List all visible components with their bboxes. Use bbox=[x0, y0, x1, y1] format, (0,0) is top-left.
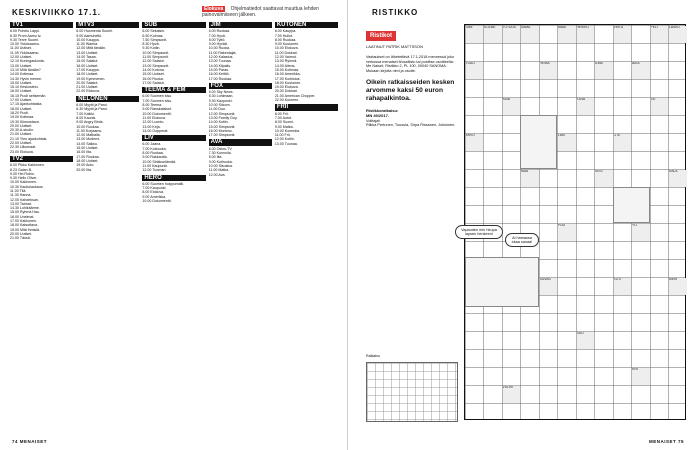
program-item: 17.00 Uutiset. bbox=[10, 98, 33, 103]
program-item: 20.00 Ilta. bbox=[76, 167, 92, 172]
program-item: 14.00 Kotiin. bbox=[208, 120, 229, 125]
program-item: 18.00 Uutiset. bbox=[76, 72, 99, 77]
program-item: 21.00 Uutiset. bbox=[76, 85, 99, 90]
program-item: 17.00 Salatut. bbox=[142, 80, 165, 85]
program-item: 14.00 Kotimaa. bbox=[10, 72, 35, 77]
program-item: 10.00 Dokumentti. bbox=[142, 198, 172, 203]
program-item: 9.30 Terve Suomi. bbox=[10, 37, 39, 42]
program-item: 14.00 Kilpailu. bbox=[208, 63, 232, 68]
speech-bubble-2: Ai hamassa ekaa sanaa! bbox=[505, 233, 539, 247]
program-item: 12.00 Kahdeksan. bbox=[10, 197, 39, 202]
clue-cell: SAMA bbox=[521, 26, 539, 43]
program-item: 18.00 Kuutonen. bbox=[274, 80, 302, 85]
clue-cell: ILMA bbox=[595, 62, 613, 79]
program-item: 9.00 Angry Birds. bbox=[76, 120, 104, 125]
program-item: 9.30 Hello Oliver. bbox=[10, 176, 38, 181]
program-item: 9.00 Ranskalaiset. bbox=[142, 107, 172, 112]
program-item: 14.00 Tasan. bbox=[76, 55, 97, 60]
channel-header: MTV3 bbox=[76, 22, 139, 28]
program-item: 8.00 Ilta. bbox=[208, 155, 223, 160]
program-item: 10.00 Kakkonen. bbox=[10, 180, 37, 185]
channel-header: SUB bbox=[142, 22, 205, 28]
program-item: 10.00 Ruokaa. bbox=[76, 124, 100, 129]
program-item: 16.00 Amerikka. bbox=[274, 72, 301, 77]
program-item: 13.00 Moderni. bbox=[76, 137, 101, 142]
program-item: 12.00 Mitä tänään. bbox=[76, 46, 106, 51]
channel-header: FRII bbox=[275, 104, 338, 110]
program-item: 9.00 Aamuhetki. bbox=[76, 33, 102, 38]
program-item: 6.00 Myytti ja Paroi. bbox=[76, 103, 108, 108]
clue-cell: HEINÄ bbox=[540, 62, 558, 79]
program-item: 17.00 Kakkonen. bbox=[10, 219, 37, 224]
clue-cell: VUORI bbox=[503, 386, 521, 403]
program-item: 23.00 Elokuva. bbox=[10, 149, 34, 154]
program-item: 12.00 Vaimot. bbox=[274, 55, 297, 60]
tv-listing-columns bbox=[10, 20, 338, 425]
program-item: 9.00 Matka. bbox=[274, 124, 294, 129]
program-item: 6.00 Puhelu Lappi. bbox=[10, 29, 40, 34]
solution-label: Ratkaisu bbox=[366, 354, 380, 358]
program-item: 16.15 Puoli seitsemän. bbox=[10, 93, 47, 98]
clue-cell: TUULI bbox=[466, 62, 484, 79]
crossword-photo-2 bbox=[520, 115, 557, 169]
program-item: 6.30 Myytti ja Paroi. bbox=[76, 107, 108, 112]
clue-cell: KIVI bbox=[632, 368, 650, 385]
program-item: 16.00 Mummo. bbox=[208, 128, 233, 133]
channel-header: NELONEN bbox=[76, 96, 139, 102]
program-item: 6.00 Pikku Kakkonen. bbox=[10, 163, 45, 168]
program-item: 22.00 Kutonen. bbox=[274, 98, 300, 103]
program-item: 11.00 Duo. bbox=[208, 107, 226, 112]
clue-cell: LASKU bbox=[669, 26, 687, 43]
program-item: 9.00 Hyvää. bbox=[208, 42, 228, 47]
clue-cell: KALA bbox=[669, 170, 687, 187]
channel-header: LIV bbox=[142, 135, 205, 141]
program-item: 8.30 Hyvä. bbox=[142, 42, 160, 47]
program-item: 10.00 Elokuva. bbox=[274, 46, 299, 51]
program-item: 8.00 Suomi. bbox=[274, 120, 294, 125]
program-item: 14.00 Kotona. bbox=[142, 67, 165, 72]
page-footer-right: MENAISET 75 bbox=[648, 439, 684, 444]
program-item: 6.00 Huomenta Suomi. bbox=[76, 29, 113, 34]
clue-cell: HEIKKO bbox=[577, 26, 595, 43]
channel-header: HERO bbox=[142, 175, 205, 181]
program-item: 22.00 Elokuva. bbox=[76, 89, 100, 94]
program-item: 17.00 Kauppa. bbox=[76, 67, 100, 72]
channel-header: TEEMA & FEM bbox=[142, 87, 205, 93]
program-item: 13.00 Family Guy. bbox=[208, 115, 238, 120]
crossword-author: LAATINUT PATRIK MATTSSON bbox=[366, 44, 423, 49]
program-item: 7.00 Hyvä. bbox=[208, 33, 226, 38]
channel-header: AVA bbox=[209, 139, 272, 145]
program-item: 17.00 Simpsonit. bbox=[208, 133, 236, 138]
program-item: 16.00 Unelmat. bbox=[10, 214, 35, 219]
program-item: 9.00 Hei Robin. bbox=[10, 171, 35, 176]
program-item: 17.00 Kurkistus. bbox=[274, 76, 301, 81]
clue-cell: MERI bbox=[669, 278, 687, 295]
program-item: 19.30 Kiinnostava. bbox=[10, 119, 40, 124]
program-item: 11.00 Tiiä. bbox=[10, 188, 27, 193]
program-item: 15.00 Salatut. bbox=[76, 59, 99, 64]
program-item: 10.00 Sinkkuelämää. bbox=[142, 159, 176, 164]
program-item: 10.00 Ruoka. bbox=[208, 46, 230, 51]
clue-cell: OTE bbox=[614, 134, 632, 151]
program-item: 10.30 Kaukolaukaus. bbox=[10, 184, 44, 189]
program-item: 13.00 Simpsonit. bbox=[142, 63, 170, 68]
clue-cell: PELI bbox=[651, 26, 669, 43]
clue-cell: VESI bbox=[595, 170, 613, 187]
program-item: 7.00 Autot. bbox=[274, 115, 292, 120]
program-item: 14.30 Lohikäärme. bbox=[10, 206, 40, 211]
program-item: 6.00 Suomen huippumalli. bbox=[142, 181, 184, 186]
program-item: 21.00 Uutiset. bbox=[10, 132, 33, 137]
clue-cell: LAKI bbox=[558, 134, 576, 151]
page-title-crossword: RISTIKKO bbox=[372, 8, 419, 17]
clue-cell: MAAT bbox=[558, 26, 576, 43]
program-item: 17.15 Ajankohtaista. bbox=[10, 102, 43, 107]
banner-tag: Elokuva bbox=[204, 6, 224, 12]
program-item: 11.30 Hanna. bbox=[10, 193, 32, 198]
program-item: 11.00 Kaupunki. bbox=[142, 163, 169, 168]
program-item: 20.00 Uutiset. bbox=[10, 123, 33, 128]
program-item: 12.00 Salatut. bbox=[142, 59, 165, 64]
program-item: 6.00 Ruokaa. bbox=[208, 29, 230, 34]
channel-header: TV1 bbox=[10, 22, 73, 28]
clue-cell: YÖ bbox=[632, 224, 650, 241]
clue-cell: TOTUUS bbox=[503, 26, 521, 43]
program-item: 8.23 Galan B. bbox=[10, 167, 32, 172]
program-item: 8.00 Teema. bbox=[142, 103, 163, 108]
program-item: 11.05 Ykkösaamu. bbox=[10, 50, 40, 55]
program-item: 12.00 Kotiin. bbox=[274, 137, 295, 142]
crossword-logo: Ristikot bbox=[366, 31, 396, 41]
program-item: 10.00 Sitcom. bbox=[208, 103, 231, 108]
clue-cell: TAIVAS bbox=[540, 278, 558, 295]
program-item: 13.00 Tarinat. bbox=[10, 201, 32, 206]
program-item: 19.00 Kymmenen. bbox=[76, 76, 106, 81]
program-item: 11.00 Korjaamo. bbox=[76, 128, 103, 133]
tv-column bbox=[142, 20, 205, 425]
program-item: 12.00 Matkalla. bbox=[76, 133, 101, 138]
program-item: 6.50 Kolmas. bbox=[142, 33, 164, 38]
program-item: 14.30 Hyvin menee. bbox=[10, 76, 42, 81]
program-item: 14.00 Salkku. bbox=[76, 141, 98, 146]
channel-header: FOX bbox=[209, 83, 272, 89]
crossword-info-panel bbox=[366, 24, 458, 424]
program-item: 9.30 Kotiin. bbox=[142, 46, 161, 51]
program-item: 11.00 Elokuva. bbox=[142, 115, 166, 120]
program-item: 11.00 Uutiset. bbox=[10, 46, 32, 51]
program-item: 15.00 Simpsonit. bbox=[208, 124, 236, 129]
clue-cell: SUO bbox=[577, 332, 595, 349]
program-item: 10.00 Ykkösaamu. bbox=[10, 42, 40, 47]
program-item: 7.50 Simpsonit. bbox=[142, 37, 168, 42]
program-item: 6.30 Prom Aamu tv. bbox=[10, 33, 42, 38]
program-item: 9.00 Kotiruoka. bbox=[208, 159, 233, 164]
program-item: 19.00 Mitä ihmisiä. bbox=[10, 227, 40, 232]
program-item: 15.00 Paras. bbox=[208, 67, 229, 72]
crossword-illustration bbox=[465, 257, 539, 307]
program-item: 17.00 Ruokaa. bbox=[76, 154, 100, 159]
program-item: 6.00 Sky News. bbox=[208, 90, 234, 95]
program-item: 6.00 Jaana. bbox=[142, 142, 162, 147]
program-item: 7.00 Kaikki. bbox=[76, 111, 95, 116]
program-item: 6.00 Ostos-TV. bbox=[208, 146, 233, 151]
program-item: 6.00 Suomen sisu. bbox=[142, 94, 173, 99]
program-item: 11.00 Rakentajat. bbox=[208, 50, 237, 55]
program-item: 12.10 Kuningaskunta. bbox=[10, 59, 45, 64]
crossword-instructions: Vastaukset on lähetettävä 17.1.2018 mennessä joko verkossa menaiset.fi/osallistu tai postitse osoitteella: Me Naiset, Ristikko 2, PL 100, 00040 SANOMA. Mukaan kirjoita nimi ja osoite. bbox=[366, 55, 454, 73]
program-item: 13.00 Tuunaa. bbox=[208, 59, 232, 64]
program-item: 13.10 Mitä tänään? bbox=[10, 67, 41, 72]
program-item: 16.00 Uutiset. bbox=[10, 89, 33, 94]
program-item: 13.00 Tuunaa. bbox=[274, 141, 298, 146]
channel-header: TV2 bbox=[10, 156, 73, 162]
program-item: 10.00 Dokumentti. bbox=[142, 111, 172, 116]
program-item: 15.00 Kotimaa. bbox=[274, 67, 299, 72]
clue-cell: PUU bbox=[558, 224, 576, 241]
program-item: 16.00 Uutiset. bbox=[76, 63, 99, 68]
channel-header: JIM bbox=[209, 22, 272, 28]
program-item: 21.00 American Chopper. bbox=[274, 93, 316, 98]
clue-cell: AIKA bbox=[632, 62, 650, 79]
crossword-photo-1 bbox=[613, 187, 650, 223]
program-item: 7.00 Suomen sisu. bbox=[142, 98, 173, 103]
program-item: 21.00 Tässä. bbox=[10, 236, 31, 241]
program-item: 13.00 Uutiset. bbox=[10, 63, 33, 68]
program-item: 8.00 Ruokaa. bbox=[142, 151, 164, 156]
program-item: 8.00 Elokuva. bbox=[142, 190, 165, 195]
program-item: 18.20 Puoli. bbox=[10, 110, 29, 115]
program-item: 22.00 Uutiset. bbox=[10, 141, 33, 146]
program-item: 17.00 Ruokaa. bbox=[208, 76, 232, 81]
program-item: 16.00 Keittiö. bbox=[208, 72, 230, 77]
program-item: 12.00 Ava. bbox=[208, 172, 226, 177]
program-item: 13.00 Ryhmä. bbox=[274, 59, 298, 64]
crossword-grid[interactable] bbox=[461, 24, 686, 420]
program-item: 22.30 Ulkomaat. bbox=[10, 145, 37, 150]
program-item: 14.00 Oopperat. bbox=[142, 128, 169, 133]
clue-cell: KOLME bbox=[484, 26, 502, 43]
clue-cell: VIRTA bbox=[614, 26, 632, 43]
program-item: 8.00 Tyttö. bbox=[208, 37, 226, 42]
winners-label: Voittajat: bbox=[366, 118, 381, 123]
solution-grid[interactable] bbox=[366, 362, 458, 422]
previous-solution-title: Ristikkoratkaisu: bbox=[366, 108, 399, 114]
program-item: 18.00 Uutiset. bbox=[10, 106, 33, 111]
program-item: 13.00 Kirja. bbox=[142, 124, 161, 129]
program-item: 9.00 Rakkautta. bbox=[142, 155, 168, 160]
program-item: 18.00 Uutiset. bbox=[76, 158, 99, 163]
program-item: 19.00 Elokuva. bbox=[274, 85, 299, 90]
program-item: 20.00 Salatut. bbox=[76, 80, 99, 85]
program-item: 8.30 Lohimaan. bbox=[208, 94, 234, 99]
program-item: 15.10 Keskustelu. bbox=[10, 85, 39, 90]
program-item: 6.00 Frii. bbox=[274, 111, 289, 116]
program-item: 11.00 Simpsonit. bbox=[142, 55, 169, 60]
program-item: 15.00 Uutiset. bbox=[10, 80, 33, 85]
program-item: 14.00 Aliens. bbox=[274, 63, 296, 68]
program-item: 19.00 Auto. bbox=[76, 163, 95, 168]
clue-cell: ARVO bbox=[466, 134, 484, 151]
page-footer-left: 74 MENAISET bbox=[12, 439, 48, 444]
program-item: 12.00 Uutiset. bbox=[10, 55, 33, 60]
program-item: 11.00 Dokkari. bbox=[274, 50, 298, 55]
program-item: 20.30 A-studio. bbox=[10, 128, 34, 133]
clue-cell: KUVA bbox=[577, 98, 595, 115]
program-item: 12.00 Luonto. bbox=[142, 120, 165, 125]
page-title-tv: KESKIVIIKKO 17.1. bbox=[12, 8, 102, 17]
program-item: 7.30 Kunnolla. bbox=[208, 151, 232, 156]
program-item: 13.00 Uutiset. bbox=[76, 50, 99, 55]
clue-cell: MAA bbox=[521, 170, 539, 187]
program-item: 15.00 Ryhmä Hau. bbox=[10, 210, 40, 215]
prize-highlight: Oikein ratkaisseiden kesken arvomme kaksi 50 euron rahapalkintoa. bbox=[366, 79, 455, 103]
winners-names: Riikka Pertunen, Tuusula, Sirpa Rissanen, Jokioinen. bbox=[366, 123, 456, 128]
clue-cell: ASIA bbox=[503, 98, 521, 115]
program-item: 11.00 Matka. bbox=[208, 168, 230, 173]
program-item: 11.00 Wanha. bbox=[76, 42, 99, 47]
tv-column bbox=[10, 20, 73, 425]
program-item: 10.00 Kauppa. bbox=[76, 37, 100, 42]
tv-column bbox=[76, 20, 139, 425]
program-item: 7.00 Hullut. bbox=[274, 33, 293, 38]
program-item: 15.00 Uutiset. bbox=[76, 146, 99, 151]
program-item: 12.00 Tuomari. bbox=[142, 168, 167, 173]
program-item: 10.00 Sisustus. bbox=[208, 163, 234, 168]
program-item: 18.00 Katsottava. bbox=[10, 223, 38, 228]
speech-bubble-1: Vapauden min hirupa lapsen henkeen! bbox=[455, 225, 503, 239]
program-item: 11.00 Frii. bbox=[274, 133, 291, 138]
program-item: 16.00 Ruoka. bbox=[142, 76, 164, 81]
clue-cell: KOTI bbox=[614, 278, 632, 295]
program-item: 16.00 Ilta. bbox=[76, 150, 92, 155]
program-item: 6.00 Kauppa. bbox=[274, 29, 297, 34]
program-item: 7.00 Kotiruoka. bbox=[142, 146, 167, 151]
channel-header: KUTONEN bbox=[275, 22, 338, 28]
program-item: 7.00 Kaupunki. bbox=[142, 186, 167, 191]
program-item: 10.00 Komedia. bbox=[274, 128, 300, 133]
program-item: 20.00 Uutiset. bbox=[10, 231, 33, 236]
previous-solution bbox=[366, 109, 458, 127]
program-item: 12.00 Kalastus. bbox=[208, 55, 234, 60]
program-item: 12.00 Simpsonit. bbox=[208, 111, 236, 116]
top-banner bbox=[202, 6, 347, 18]
program-item: 9.00 Kuutonen. bbox=[274, 42, 300, 47]
clue-cell: TIE bbox=[651, 98, 669, 115]
banner-text: Ohjelmatiedot saattavat muuttua lehden painovalmiiseen jälkeen. bbox=[202, 6, 319, 18]
program-item: 10.00 Simpsonit. bbox=[142, 50, 170, 55]
program-item: 6.00 Sekaisin. bbox=[142, 29, 165, 34]
program-item: 9.30 Kaupunki. bbox=[208, 98, 233, 103]
tv-column bbox=[209, 20, 272, 425]
program-item: 8.00 Kaunis. bbox=[76, 115, 97, 120]
tv-column bbox=[275, 20, 338, 425]
program-item: 9.00 Amerikka. bbox=[142, 194, 167, 199]
program-item: 20.00 Dokkari. bbox=[274, 89, 298, 94]
program-item: 19.00 Kotimaa. bbox=[10, 115, 35, 120]
previous-solution-number: MN 49/2017. bbox=[366, 112, 389, 118]
program-item: 15.00 Uutiset. bbox=[142, 72, 165, 77]
clue-cell: NIMI bbox=[466, 26, 484, 43]
program-item: 8.00 Ruokaa. bbox=[274, 37, 297, 42]
program-item: 21.10 Ylen ajankohtais. bbox=[10, 136, 48, 141]
